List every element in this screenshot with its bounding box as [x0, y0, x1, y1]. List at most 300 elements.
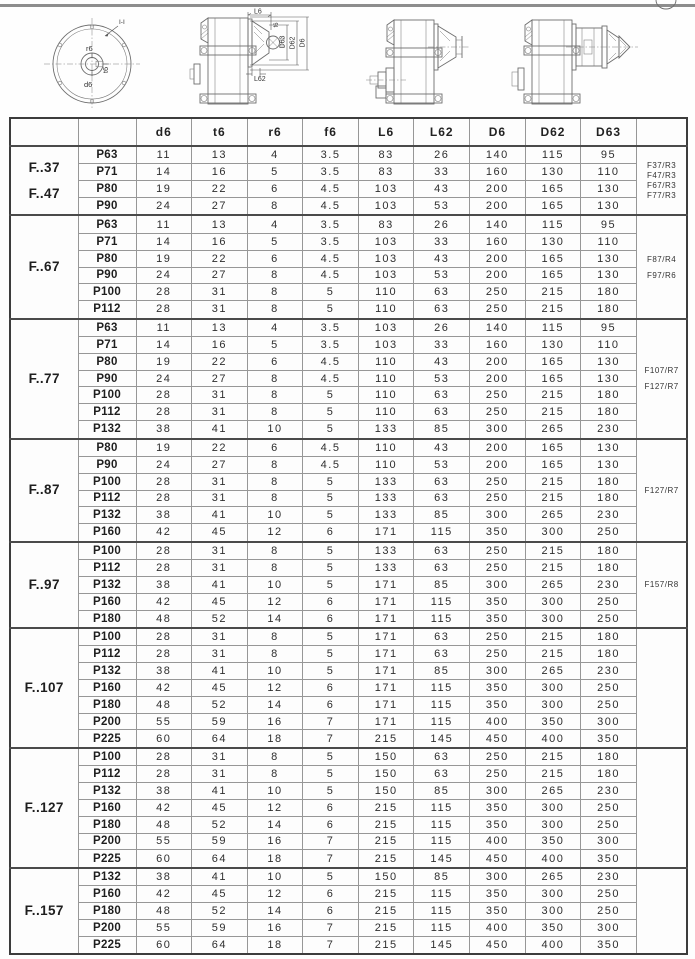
value-cell: 130: [525, 164, 581, 181]
value-cell: 6: [303, 816, 359, 833]
value-cell: 31: [192, 748, 248, 766]
group-label-cell: [10, 748, 78, 868]
value-cell: 110: [358, 456, 414, 473]
table-row: [10, 936, 687, 954]
col-header-D6: D6: [470, 118, 526, 146]
value-cell: 6: [247, 353, 303, 370]
value-cell: 43: [414, 181, 470, 198]
value-cell: 200: [470, 198, 526, 216]
value-cell: 22: [192, 181, 248, 198]
value-cell: 200: [470, 456, 526, 473]
value-cell: 180: [581, 387, 637, 404]
value-cell: 215: [525, 748, 581, 766]
value-cell: 350: [470, 610, 526, 628]
value-cell: 115: [414, 679, 470, 696]
value-cell: 265: [525, 507, 581, 524]
combination-label: F87/R4: [646, 254, 677, 264]
value-cell: 63: [414, 387, 470, 404]
value-cell: 103: [358, 336, 414, 353]
combination-label: F127/R7: [644, 485, 679, 495]
motor-size-cell: P71: [78, 336, 136, 353]
value-cell: 38: [136, 421, 192, 439]
value-cell: 33: [414, 336, 470, 353]
group-label: F..77: [28, 370, 60, 386]
value-cell: 10: [247, 868, 303, 886]
value-cell: 64: [192, 936, 248, 954]
value-cell: 215: [525, 542, 581, 560]
value-cell: 103: [358, 319, 414, 337]
value-cell: 8: [247, 645, 303, 662]
value-cell: 48: [136, 610, 192, 628]
value-cell: 31: [192, 473, 248, 490]
motor-size-cell: P90: [78, 267, 136, 284]
dimensions-table: [9, 117, 688, 955]
value-cell: 18: [247, 936, 303, 954]
value-cell: 250: [470, 542, 526, 560]
value-cell: 3.5: [303, 215, 359, 233]
value-cell: 200: [470, 267, 526, 284]
side-view-b-drawing: [366, 12, 490, 112]
value-cell: 250: [470, 490, 526, 507]
value-cell: 28: [136, 490, 192, 507]
table-row: [10, 319, 687, 337]
value-cell: 200: [470, 250, 526, 267]
value-cell: 28: [136, 473, 192, 490]
value-cell: 95: [581, 146, 637, 164]
group-label: F..87: [28, 482, 60, 498]
value-cell: 31: [192, 301, 248, 319]
value-cell: 31: [192, 628, 248, 646]
table-body: [10, 146, 687, 954]
dim-D62-label: D62: [289, 36, 297, 50]
value-cell: 85: [414, 421, 470, 439]
value-cell: 115: [525, 146, 581, 164]
value-cell: 41: [192, 507, 248, 524]
dim-L62-label: L62: [254, 76, 266, 83]
dim-D6-label: D6: [299, 38, 307, 48]
value-cell: 28: [136, 301, 192, 319]
value-cell: 145: [414, 730, 470, 748]
value-cell: 59: [192, 713, 248, 730]
motor-size-cell: P200: [78, 833, 136, 850]
value-cell: 3.5: [303, 336, 359, 353]
value-cell: 6: [303, 799, 359, 816]
value-cell: 300: [525, 885, 581, 902]
value-cell: 133: [358, 542, 414, 560]
value-cell: 4.5: [303, 181, 359, 198]
motor-size-cell: P132: [78, 782, 136, 799]
table-head: [10, 118, 687, 146]
value-cell: 230: [581, 662, 637, 679]
value-cell: 19: [136, 181, 192, 198]
table-row: [10, 421, 687, 439]
value-cell: 300: [470, 576, 526, 593]
value-cell: 265: [525, 576, 581, 593]
value-cell: 6: [303, 679, 359, 696]
value-cell: 130: [581, 370, 637, 387]
value-cell: 300: [470, 662, 526, 679]
value-cell: 171: [358, 662, 414, 679]
value-cell: 215: [525, 284, 581, 301]
value-cell: 8: [247, 284, 303, 301]
motor-size-cell: P80: [78, 250, 136, 267]
combination-cell: [636, 146, 687, 215]
table-row: [10, 782, 687, 799]
value-cell: 10: [247, 421, 303, 439]
value-cell: 140: [470, 146, 526, 164]
value-cell: 13: [192, 215, 248, 233]
group-label: F..127: [24, 799, 64, 815]
value-cell: 63: [414, 628, 470, 646]
value-cell: 16: [247, 919, 303, 936]
value-cell: 4: [247, 319, 303, 337]
group-label-cell: [10, 439, 78, 542]
value-cell: 350: [470, 902, 526, 919]
value-cell: 64: [192, 850, 248, 868]
value-cell: 450: [470, 730, 526, 748]
value-cell: 215: [525, 645, 581, 662]
value-cell: 3.5: [303, 146, 359, 164]
motor-size-cell: P63: [78, 215, 136, 233]
value-cell: 5: [303, 765, 359, 782]
col-header-blank: [78, 118, 136, 146]
value-cell: 10: [247, 576, 303, 593]
group-label: F..107: [24, 679, 64, 695]
value-cell: 250: [581, 799, 637, 816]
value-cell: 230: [581, 868, 637, 886]
value-cell: 24: [136, 370, 192, 387]
dim-D63-label: D63: [279, 35, 287, 49]
value-cell: 6: [303, 610, 359, 628]
value-cell: 38: [136, 868, 192, 886]
table-row: [10, 730, 687, 748]
value-cell: 160: [470, 164, 526, 181]
value-cell: 230: [581, 507, 637, 524]
value-cell: 63: [414, 404, 470, 421]
value-cell: 24: [136, 198, 192, 216]
value-cell: 24: [136, 267, 192, 284]
motor-size-cell: P132: [78, 421, 136, 439]
value-cell: 300: [470, 421, 526, 439]
motor-size-cell: P90: [78, 198, 136, 216]
value-cell: 31: [192, 404, 248, 421]
group-label-cell: [10, 542, 78, 628]
value-cell: 133: [358, 421, 414, 439]
table-row: [10, 748, 687, 766]
value-cell: 53: [414, 267, 470, 284]
value-cell: 180: [581, 490, 637, 507]
value-cell: 28: [136, 559, 192, 576]
motor-size-cell: P225: [78, 936, 136, 954]
value-cell: 53: [414, 456, 470, 473]
value-cell: 45: [192, 593, 248, 610]
col-header-d6: d6: [136, 118, 192, 146]
table-row: [10, 473, 687, 490]
value-cell: 171: [358, 524, 414, 542]
value-cell: 38: [136, 507, 192, 524]
value-cell: 45: [192, 885, 248, 902]
value-cell: 115: [414, 919, 470, 936]
value-cell: 145: [414, 850, 470, 868]
flange-d6-label: d6: [84, 80, 93, 89]
value-cell: 300: [525, 902, 581, 919]
table-row: [10, 816, 687, 833]
combination-cell: [636, 628, 687, 748]
motor-size-cell: P100: [78, 284, 136, 301]
value-cell: 165: [525, 198, 581, 216]
value-cell: 350: [470, 816, 526, 833]
value-cell: 83: [358, 215, 414, 233]
table-row: [10, 404, 687, 421]
value-cell: 3.5: [303, 164, 359, 181]
value-cell: 42: [136, 524, 192, 542]
value-cell: 14: [136, 336, 192, 353]
value-cell: 14: [247, 610, 303, 628]
table-row: [10, 662, 687, 679]
table-row: [10, 559, 687, 576]
value-cell: 43: [414, 250, 470, 267]
value-cell: 8: [247, 198, 303, 216]
value-cell: 24: [136, 456, 192, 473]
value-cell: 19: [136, 439, 192, 457]
table-row: [10, 164, 687, 181]
motor-size-cell: P71: [78, 233, 136, 250]
value-cell: 18: [247, 730, 303, 748]
table-row: [10, 439, 687, 457]
value-cell: 180: [581, 645, 637, 662]
value-cell: 5: [247, 233, 303, 250]
value-cell: 115: [414, 713, 470, 730]
value-cell: 16: [247, 713, 303, 730]
value-cell: 350: [581, 936, 637, 954]
group-label-cell: [10, 868, 78, 954]
table-row: [10, 301, 687, 319]
value-cell: 48: [136, 816, 192, 833]
value-cell: 300: [470, 782, 526, 799]
value-cell: 103: [358, 181, 414, 198]
side-view-c-drawing: [506, 12, 658, 112]
value-cell: 45: [192, 524, 248, 542]
value-cell: 215: [358, 902, 414, 919]
value-cell: 4: [247, 146, 303, 164]
value-cell: 300: [525, 610, 581, 628]
value-cell: 83: [358, 164, 414, 181]
value-cell: 7: [303, 713, 359, 730]
value-cell: 4.5: [303, 456, 359, 473]
value-cell: 115: [414, 885, 470, 902]
table-row: [10, 524, 687, 542]
value-cell: 31: [192, 542, 248, 560]
value-cell: 300: [470, 507, 526, 524]
value-cell: 300: [581, 833, 637, 850]
value-cell: 200: [470, 181, 526, 198]
value-cell: 115: [525, 215, 581, 233]
value-cell: 215: [358, 850, 414, 868]
flange-front-view-drawing: [30, 12, 162, 112]
value-cell: 8: [247, 301, 303, 319]
table-row: [10, 387, 687, 404]
value-cell: 8: [247, 559, 303, 576]
combination-label: F157/R8: [644, 580, 679, 590]
value-cell: 400: [470, 833, 526, 850]
motor-size-cell: P200: [78, 919, 136, 936]
value-cell: 300: [581, 713, 637, 730]
value-cell: 110: [358, 439, 414, 457]
value-cell: 3.5: [303, 319, 359, 337]
table-row: [10, 490, 687, 507]
value-cell: 33: [414, 233, 470, 250]
value-cell: 11: [136, 215, 192, 233]
value-cell: 10: [247, 662, 303, 679]
motor-size-cell: P180: [78, 816, 136, 833]
value-cell: 130: [581, 353, 637, 370]
table-row: [10, 267, 687, 284]
value-cell: 6: [303, 696, 359, 713]
value-cell: 5: [303, 490, 359, 507]
value-cell: 400: [525, 936, 581, 954]
value-cell: 171: [358, 713, 414, 730]
value-cell: 130: [525, 233, 581, 250]
value-cell: 215: [525, 387, 581, 404]
motor-size-cell: P160: [78, 885, 136, 902]
value-cell: 250: [470, 404, 526, 421]
motor-size-cell: P112: [78, 301, 136, 319]
value-cell: 5: [303, 628, 359, 646]
value-cell: 450: [470, 936, 526, 954]
value-cell: 19: [136, 353, 192, 370]
value-cell: 6: [247, 250, 303, 267]
value-cell: 250: [581, 696, 637, 713]
value-cell: 180: [581, 284, 637, 301]
value-cell: 350: [470, 679, 526, 696]
value-cell: 27: [192, 370, 248, 387]
value-cell: 13: [192, 146, 248, 164]
table-row: [10, 679, 687, 696]
combination-cell: [636, 439, 687, 542]
value-cell: 115: [414, 799, 470, 816]
value-cell: 6: [303, 593, 359, 610]
table-row: [10, 198, 687, 216]
value-cell: 350: [581, 730, 637, 748]
value-cell: 31: [192, 387, 248, 404]
motor-size-cell: P160: [78, 679, 136, 696]
value-cell: 7: [303, 919, 359, 936]
value-cell: 4.5: [303, 439, 359, 457]
value-cell: 300: [525, 799, 581, 816]
combination-cell: [636, 748, 687, 868]
col-header-L62: L62: [414, 118, 470, 146]
value-cell: 41: [192, 782, 248, 799]
table-row: [10, 250, 687, 267]
motor-size-cell: P160: [78, 524, 136, 542]
combination-cell: [636, 215, 687, 318]
value-cell: 31: [192, 284, 248, 301]
value-cell: 55: [136, 833, 192, 850]
value-cell: 103: [358, 250, 414, 267]
value-cell: 150: [358, 748, 414, 766]
value-cell: 265: [525, 868, 581, 886]
value-cell: 5: [303, 507, 359, 524]
value-cell: 250: [581, 610, 637, 628]
value-cell: 250: [470, 301, 526, 319]
value-cell: 48: [136, 902, 192, 919]
value-cell: 150: [358, 868, 414, 886]
value-cell: 63: [414, 765, 470, 782]
table-row: [10, 233, 687, 250]
value-cell: 103: [358, 267, 414, 284]
value-cell: 133: [358, 490, 414, 507]
value-cell: 171: [358, 645, 414, 662]
value-cell: 110: [581, 336, 637, 353]
combination-label: F67/R3: [646, 181, 677, 191]
value-cell: 60: [136, 850, 192, 868]
value-cell: 250: [470, 387, 526, 404]
table-row: [10, 353, 687, 370]
table-row: [10, 645, 687, 662]
value-cell: 12: [247, 593, 303, 610]
side-view-dimensioned-drawing: [188, 8, 328, 114]
motor-size-cell: P160: [78, 799, 136, 816]
motor-size-cell: P160: [78, 593, 136, 610]
table-row: [10, 628, 687, 646]
group-label: F..157: [24, 902, 64, 918]
value-cell: 265: [525, 421, 581, 439]
value-cell: 16: [192, 336, 248, 353]
value-cell: 165: [525, 267, 581, 284]
value-cell: 28: [136, 542, 192, 560]
value-cell: 16: [247, 833, 303, 850]
value-cell: 27: [192, 198, 248, 216]
combination-label: F77/R3: [646, 191, 677, 201]
value-cell: 42: [136, 885, 192, 902]
value-cell: 55: [136, 919, 192, 936]
value-cell: 16: [192, 233, 248, 250]
group-label: F..67: [28, 259, 60, 275]
group-label-cell: [10, 628, 78, 748]
table-row: [10, 146, 687, 164]
col-header-D63: D63: [581, 118, 637, 146]
value-cell: 215: [525, 301, 581, 319]
value-cell: 7: [303, 936, 359, 954]
value-cell: 52: [192, 696, 248, 713]
value-cell: 180: [581, 765, 637, 782]
value-cell: 5: [303, 542, 359, 560]
value-cell: 4: [247, 215, 303, 233]
value-cell: 140: [470, 215, 526, 233]
section-label: I-I: [119, 19, 125, 26]
table-row: [10, 713, 687, 730]
dim-f6-label: f6: [274, 22, 280, 28]
motor-size-cell: P63: [78, 319, 136, 337]
value-cell: 5: [303, 421, 359, 439]
value-cell: 171: [358, 610, 414, 628]
value-cell: 115: [414, 833, 470, 850]
value-cell: 180: [581, 404, 637, 421]
dim-L6-label: L6: [254, 8, 262, 16]
value-cell: 63: [414, 748, 470, 766]
value-cell: 28: [136, 404, 192, 421]
value-cell: 160: [470, 336, 526, 353]
motor-size-cell: P112: [78, 404, 136, 421]
table-row: [10, 885, 687, 902]
motor-size-cell: P225: [78, 730, 136, 748]
value-cell: 130: [581, 267, 637, 284]
value-cell: 22: [192, 353, 248, 370]
value-cell: 42: [136, 679, 192, 696]
value-cell: 63: [414, 490, 470, 507]
col-header-blank: [10, 118, 78, 146]
value-cell: 215: [358, 730, 414, 748]
